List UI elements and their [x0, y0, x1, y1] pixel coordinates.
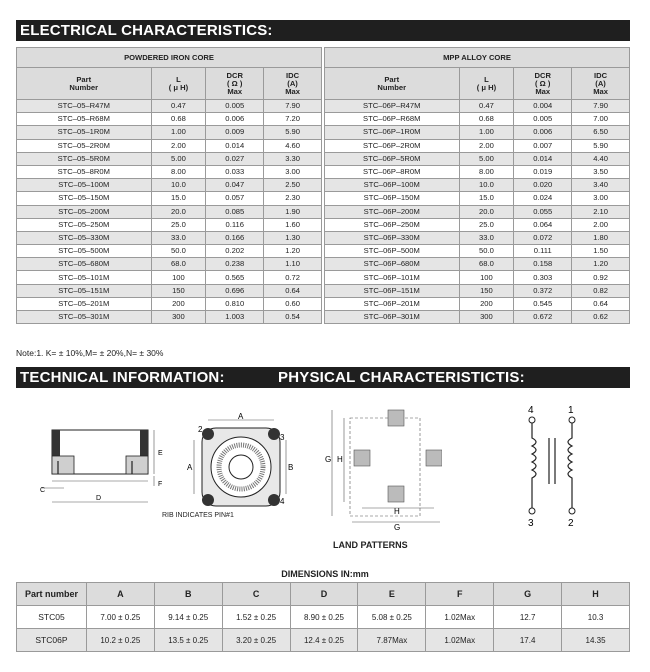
table-row: [325, 311, 630, 324]
table-cell: 0.238: [206, 258, 264, 271]
dim-cell: 7.00 ± 0.25: [86, 606, 154, 629]
table-cell: 0.033: [206, 165, 264, 178]
pin-label-2: 2: [568, 518, 574, 528]
table-cell: 15.0: [459, 192, 514, 205]
dim-label-e: E: [158, 450, 163, 457]
dim-cell: 1.52 ± 0.25: [222, 606, 290, 629]
table-cell: 150: [151, 284, 206, 297]
dim-cell: 12.4 ± 0.25: [290, 629, 358, 652]
dim-header-cell: G: [494, 583, 562, 606]
table-cell: 0.014: [514, 152, 572, 165]
col-header-l: L ( μ H): [151, 68, 206, 100]
dim-label-h: H: [394, 507, 400, 516]
table-row: [325, 271, 630, 284]
dim-cell: 13.5 ± 0.25: [154, 629, 222, 652]
table-row: [325, 152, 630, 165]
table-caption: POWDERED IRON CORE: [17, 48, 322, 68]
table-cell: 0.064: [514, 218, 572, 231]
table-cell: STC–06P–250M: [325, 218, 460, 231]
table-cell: STC–06P–680M: [325, 258, 460, 271]
col-header-idc: IDC (A) Max: [572, 68, 630, 100]
dim-label-a: A: [238, 412, 244, 421]
table-cell: 10.0: [151, 179, 206, 192]
table-cell: STC–06P–2R0M: [325, 139, 460, 152]
table-cell: 1.80: [572, 231, 630, 244]
table-cell: 1.30: [264, 231, 322, 244]
dimensions-title: DIMENSIONS IN:mm: [281, 569, 369, 579]
dim-label-h: H: [337, 455, 343, 464]
table-cell: STC–06P–1R0M: [325, 126, 460, 139]
table-cell: STC–06P–330M: [325, 231, 460, 244]
table-cell: 2.10: [572, 205, 630, 218]
table-cell: 0.166: [206, 231, 264, 244]
table-cell: STC–06P–500M: [325, 245, 460, 258]
table-cell: STC–06P–R47M: [325, 100, 460, 113]
pin-label-4: 4: [280, 497, 285, 506]
table-cell: 5.90: [572, 139, 630, 152]
side-view-drawing: [34, 418, 174, 508]
table-cell: STC–05–201M: [17, 297, 152, 310]
dim-label-c: C: [40, 487, 46, 494]
table-row: [17, 113, 322, 126]
physical-characteristics-title: PHYSICAL CHARACTERISTICTIS:: [278, 369, 525, 386]
table-cell: 0.82: [572, 284, 630, 297]
land-patterns-drawing: [322, 406, 442, 534]
table-cell: 3.00: [264, 165, 322, 178]
dim-cell: 1.02Max: [426, 606, 494, 629]
table-cell: 68.0: [151, 258, 206, 271]
table-row: [325, 231, 630, 244]
dim-header-cell: F: [426, 583, 494, 606]
table-cell: 6.50: [572, 126, 630, 139]
dim-cell: 14.35: [562, 629, 630, 652]
table-cell: 150: [459, 284, 514, 297]
table-cell: 0.006: [514, 126, 572, 139]
table-cell: 0.68: [151, 113, 206, 126]
table-row: [17, 205, 322, 218]
col-header-part: Part Number: [17, 68, 152, 100]
dim-cell: STC05: [17, 606, 87, 629]
table-cell: 0.545: [514, 297, 572, 310]
table-row: [325, 297, 630, 310]
pin-label-1: 1: [568, 405, 574, 416]
table-cell: 0.055: [514, 205, 572, 218]
table-cell: 25.0: [459, 218, 514, 231]
table-cell: STC–06P–201M: [325, 297, 460, 310]
table-cell: 2.00: [572, 218, 630, 231]
table-cell: STC–05–R47M: [17, 100, 152, 113]
table-cell: 33.0: [151, 231, 206, 244]
table-cell: 0.024: [514, 192, 572, 205]
table-cell: 5.90: [264, 126, 322, 139]
table-cell: 2.30: [264, 192, 322, 205]
table-cell: 5.00: [459, 152, 514, 165]
schematic-drawing: [520, 404, 590, 528]
table-cell: 0.810: [206, 297, 264, 310]
table-cell: 1.10: [264, 258, 322, 271]
table-cell: 0.158: [514, 258, 572, 271]
table-cell: 0.116: [206, 218, 264, 231]
table-cell: 7.90: [264, 100, 322, 113]
table-cell: 4.60: [264, 139, 322, 152]
table-cell: STC–06P–R68M: [325, 113, 460, 126]
table-cell: STC–06P–150M: [325, 192, 460, 205]
table-cell: 0.006: [206, 113, 264, 126]
table-cell: 7.90: [572, 100, 630, 113]
table-cell: 0.005: [514, 113, 572, 126]
table-cell: 2.00: [151, 139, 206, 152]
table-cell: 5.00: [151, 152, 206, 165]
table-cell: 1.90: [264, 205, 322, 218]
table-cell: 8.00: [151, 165, 206, 178]
table-cell: 200: [459, 297, 514, 310]
dim-row: [17, 629, 630, 652]
pin-label-4: 4: [528, 405, 534, 416]
table-cell: 0.64: [264, 284, 322, 297]
table-cell: STC–05–330M: [17, 231, 152, 244]
table-cell: 15.0: [151, 192, 206, 205]
pin-label-3: 3: [280, 433, 285, 442]
table-cell: 0.696: [206, 284, 264, 297]
table-row: [17, 152, 322, 165]
dim-label-f: F: [158, 481, 163, 488]
dim-cell: 10.2 ± 0.25: [86, 629, 154, 652]
table-cell: 1.60: [264, 218, 322, 231]
dim-cell: 12.7: [494, 606, 562, 629]
table-row: [17, 218, 322, 231]
table-cell: 4.40: [572, 152, 630, 165]
col-header-dcr: DCR ( Ω ) Max: [514, 68, 572, 100]
table-cell: STC–05–301M: [17, 311, 152, 324]
table-cell: STC–05–680M: [17, 258, 152, 271]
table-cell: STC–05–200M: [17, 205, 152, 218]
table-cell: 33.0: [459, 231, 514, 244]
powdered-iron-table: [16, 47, 322, 324]
table-cell: 0.020: [514, 179, 572, 192]
table-row: [17, 100, 322, 113]
table-cell: 0.54: [264, 311, 322, 324]
dim-cell: 7.87Max: [358, 629, 426, 652]
table-cell: 50.0: [459, 245, 514, 258]
table-cell: 0.202: [206, 245, 264, 258]
table-cell: 300: [151, 311, 206, 324]
table-row: [325, 218, 630, 231]
table-row: [17, 192, 322, 205]
dim-label-a: A: [187, 463, 193, 472]
col-header-part: Part Number: [325, 68, 460, 100]
dim-cell: 1.02Max: [426, 629, 494, 652]
table-cell: 0.004: [514, 100, 572, 113]
dim-cell: 5.08 ± 0.25: [358, 606, 426, 629]
table-cell: 20.0: [459, 205, 514, 218]
table-cell: 1.00: [151, 126, 206, 139]
table-cell: 25.0: [151, 218, 206, 231]
table-row: [325, 165, 630, 178]
electrical-characteristics-title: ELECTRICAL CHARACTERISTICS:: [16, 20, 630, 41]
table-cell: 0.47: [459, 100, 514, 113]
table-row: [17, 179, 322, 192]
table-cell: 0.009: [206, 126, 264, 139]
table-row: [17, 126, 322, 139]
table-row: [17, 165, 322, 178]
table-cell: 0.085: [206, 205, 264, 218]
table-cell: 2.00: [459, 139, 514, 152]
table-row: [325, 126, 630, 139]
technical-information-bar: [16, 367, 630, 388]
table-cell: 3.30: [264, 152, 322, 165]
table-cell: 0.111: [514, 245, 572, 258]
table-cell: 1.003: [206, 311, 264, 324]
table-cell: STC–06P–5R0M: [325, 152, 460, 165]
pin-label-3: 3: [528, 518, 534, 528]
table-row: [325, 205, 630, 218]
dim-label-b: B: [288, 463, 294, 472]
rib-note: RIB INDICATES PIN#1: [162, 512, 234, 519]
table-cell: STC–05–8R0M: [17, 165, 152, 178]
table-cell: 0.68: [459, 113, 514, 126]
table-cell: STC–05–151M: [17, 284, 152, 297]
table-cell: STC–05–101M: [17, 271, 152, 284]
table-cell: STC–05–5R0M: [17, 152, 152, 165]
table-cell: 0.014: [206, 139, 264, 152]
table-cell: 0.027: [206, 152, 264, 165]
table-cell: STC–05–100M: [17, 179, 152, 192]
table-cell: 0.64: [572, 297, 630, 310]
table-row: [17, 258, 322, 271]
table-row: [325, 113, 630, 126]
dim-cell: 3.20 ± 0.25: [222, 629, 290, 652]
table-cell: 50.0: [151, 245, 206, 258]
dim-label-g: G: [325, 455, 332, 464]
pin-label-2: 2: [198, 425, 203, 434]
table-cell: 68.0: [459, 258, 514, 271]
table-cell: 3.40: [572, 179, 630, 192]
dim-label-g: G: [394, 523, 401, 532]
table-cell: STC–06P–101M: [325, 271, 460, 284]
table-cell: 0.303: [514, 271, 572, 284]
table-cell: 7.00: [572, 113, 630, 126]
table-cell: 7.20: [264, 113, 322, 126]
table-cell: 0.072: [514, 231, 572, 244]
table-cell: 300: [459, 311, 514, 324]
table-cell: 0.005: [206, 100, 264, 113]
dimensions-table: [16, 582, 630, 652]
dim-cell: STC06P: [17, 629, 87, 652]
table-cell: 100: [151, 271, 206, 284]
table-row: [17, 271, 322, 284]
col-header-dcr: DCR ( Ω ) Max: [206, 68, 264, 100]
land-patterns-caption: LAND PATTERNS: [333, 540, 408, 550]
technical-information-title: TECHNICAL INFORMATION:: [20, 369, 225, 386]
table-cell: 200: [151, 297, 206, 310]
table-cell: STC–06P–200M: [325, 205, 460, 218]
table-cell: 0.047: [206, 179, 264, 192]
tolerance-note: Note:1. K= ± 10%,M= ± 20%,N= ± 30%: [16, 348, 164, 358]
table-row: [325, 258, 630, 271]
dim-header-cell: D: [290, 583, 358, 606]
table-row: [17, 245, 322, 258]
table-cell: 1.00: [459, 126, 514, 139]
dim-header-cell: B: [154, 583, 222, 606]
table-cell: 1.20: [572, 258, 630, 271]
table-cell: STC–05–500M: [17, 245, 152, 258]
dim-header-cell: Part number: [17, 583, 87, 606]
dim-header-cell: E: [358, 583, 426, 606]
table-cell: 8.00: [459, 165, 514, 178]
table-cell: 0.62: [572, 311, 630, 324]
table-cell: 0.60: [264, 297, 322, 310]
table-cell: 0.565: [206, 271, 264, 284]
table-cell: 3.50: [572, 165, 630, 178]
table-cell: 0.672: [514, 311, 572, 324]
dim-cell: 9.14 ± 0.25: [154, 606, 222, 629]
table-cell: 0.019: [514, 165, 572, 178]
dim-cell: 17.4: [494, 629, 562, 652]
table-cell: 0.057: [206, 192, 264, 205]
table-row: [17, 311, 322, 324]
table-row: [17, 231, 322, 244]
table-cell: 10.0: [459, 179, 514, 192]
table-row: [17, 297, 322, 310]
table-cell: STC–05–250M: [17, 218, 152, 231]
dim-label-d: D: [96, 495, 102, 502]
mpp-alloy-table: [324, 47, 630, 324]
table-cell: 0.47: [151, 100, 206, 113]
table-row: [17, 139, 322, 152]
table-row: [325, 245, 630, 258]
table-cell: 100: [459, 271, 514, 284]
dim-header-cell: H: [562, 583, 630, 606]
table-cell: 0.007: [514, 139, 572, 152]
dim-header-cell: C: [222, 583, 290, 606]
table-cell: 20.0: [151, 205, 206, 218]
table-cell: 1.20: [264, 245, 322, 258]
col-header-idc: IDC (A) Max: [264, 68, 322, 100]
table-cell: STC–05–1R0M: [17, 126, 152, 139]
table-cell: 1.50: [572, 245, 630, 258]
table-cell: 2.50: [264, 179, 322, 192]
table-cell: STC–06P–8R0M: [325, 165, 460, 178]
table-cell: STC–06P–100M: [325, 179, 460, 192]
table-caption: MPP ALLOY CORE: [325, 48, 630, 68]
table-cell: STC–06P–301M: [325, 311, 460, 324]
table-row: [325, 100, 630, 113]
dim-header-cell: A: [86, 583, 154, 606]
table-row: [325, 139, 630, 152]
table-row: [325, 284, 630, 297]
col-header-l: L ( μ H): [459, 68, 514, 100]
table-cell: STC–06P–151M: [325, 284, 460, 297]
table-row: [325, 179, 630, 192]
table-cell: STC–05–150M: [17, 192, 152, 205]
table-cell: STC–05–2R0M: [17, 139, 152, 152]
dim-cell: 8.90 ± 0.25: [290, 606, 358, 629]
table-row: [17, 284, 322, 297]
table-row: [325, 192, 630, 205]
dim-row: [17, 606, 630, 629]
table-cell: 3.00: [572, 192, 630, 205]
table-cell: STC–05–R68M: [17, 113, 152, 126]
table-cell: 0.72: [264, 271, 322, 284]
dim-cell: 10.3: [562, 606, 630, 629]
table-cell: 0.92: [572, 271, 630, 284]
table-cell: 0.372: [514, 284, 572, 297]
